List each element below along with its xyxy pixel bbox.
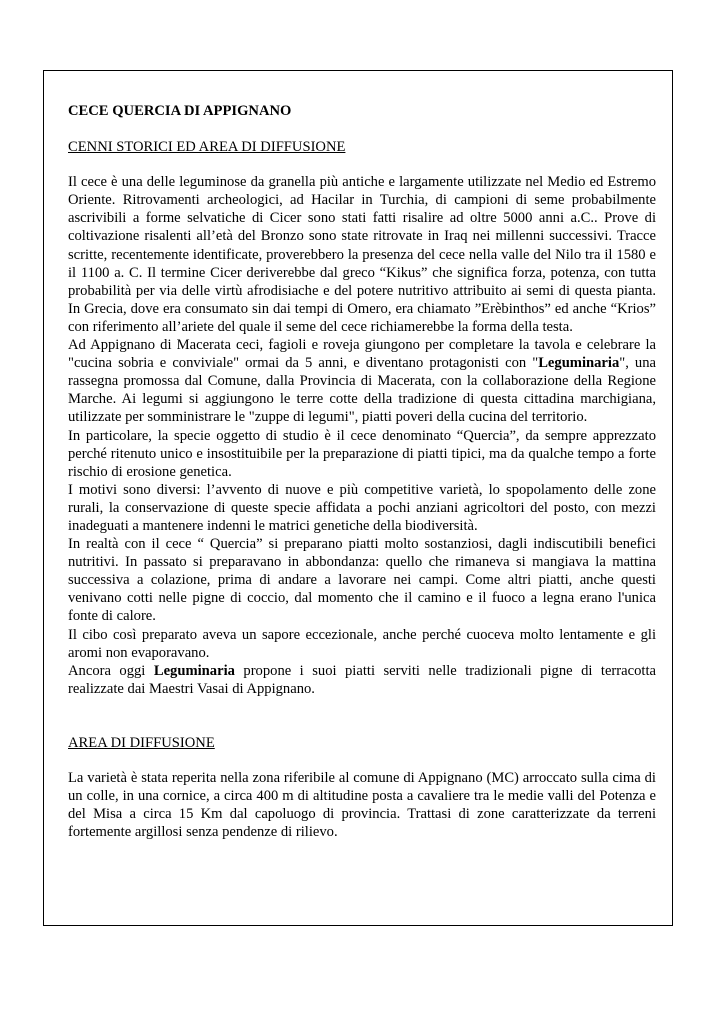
text-run: In particolare, la specie oggetto di studio è il cece denominato “Quercia”, da sempre apprezzato perché ritenuto unico e insostituibile per la preparazione di piatti tipici, ma da qualche tempo a forte rischio di erosione genetica. [68, 427, 656, 480]
text-run: I motivi sono diversi: l’avvento di nuove e più competitive varietà, lo spopolamento delle zone rurali, la conservazione di queste specie affidata a pochi anziani agricoltori del posto, con mezzi inadeguati a mantenere indenni le matrici genetiche della biodiversità. [68, 481, 656, 534]
text-run: Il cibo così preparato aveva un sapore eccezionale, anche perché cuoceva molto lentamente e gli aromi non evaporavano. [68, 626, 656, 661]
text-run: ", una rassegna promossa dal Comune, dalla Provincia di Macerata, con la collaborazione della Regione Marche. Ai legumi si aggiungono le terre cotte della tradizione di questa cittadina marchigiana, utilizzate per somministrare le "zuppe di legumi", piatti poveri della cucina del territorio. [68, 355, 656, 426]
section-heading-history: CENNI STORICI ED AREA DI DIFFUSIONE [68, 139, 346, 156]
text-run: Ancora oggi [68, 662, 154, 679]
document-title: CECE QUERCIA DI APPIGNANO [68, 103, 292, 119]
bold-run: Leguminaria [538, 355, 620, 372]
paragraph [68, 626, 656, 662]
text-run: propone i suoi piatti serviti nelle tradizionali pigne di terracotta realizzate dai Maestri Vasai di Appignano. [68, 662, 656, 697]
paragraph [68, 481, 656, 535]
paragraph [68, 662, 656, 698]
paragraph [68, 535, 656, 625]
document-body [68, 102, 656, 841]
paragraph [68, 336, 656, 426]
text-run: Ad Appignano di Macerata ceci, fagioli e roveja giungono per completare la tavola e celebrare la "cucina sobria e conviviale" ormai da 5 anni, e diventano protagonisti con " [68, 337, 656, 372]
history-paragraphs [68, 173, 656, 698]
section-heading-area: AREA DI DIFFUSIONE [68, 734, 215, 751]
bold-run: Leguminaria [153, 662, 235, 679]
paragraph [68, 173, 656, 336]
paragraph [68, 427, 656, 481]
area-paragraph: La varietà è stata reperita nella zona riferibile al comune di Appignano (MC) arroccato sulla cima di un colle, in una cornice, a circa 400 m di altitudine posta a cavaliere tra le medie valli del Potenza e del Misa a circa 15 Km dal capoluogo di provincia. Trattasi di zone caratterizzate da terreni fortemente argillosi senza pendenze di rilievo. [68, 770, 656, 841]
text-run: Il cece è una delle leguminose da granella più antiche e largamente utilizzate nel Medio ed Estremo Oriente. Ritrovamenti archeologici, ad Hacilar in Turchia, di campioni di seme probabilmente ascrivibili a forme selvatiche di Cicer sono stati fatti risalire ad oltre 5000 anni a.C.. Prove di coltivazione risalenti all’età del Bronzo sono state ritrovate in Iraq nei millenni successivi. Tracce scritte, recentemente identificate, proverebbero la presenza del cece nella valle del Nilo tra il 1580 e il 1100 a. C. Il termine Cicer deriverebbe dal greco “Kikus” che significa forza, potenza, con tutta probabilità per via delle virtù afrodisiache e del potere nutritivo attribuito ai semi di questa pianta. In Grecia, dove era consumato sin dai tempi di Omero, era chiamato ”Erèbinthos” ed anche “Krios” con riferimento all’ariete del quale il seme del cece richiamerebbe la forma della testa. [68, 174, 656, 335]
text-run: In realtà con il cece “ Quercia” si preparano piatti molto sostanziosi, dagli indiscutibili benefici nutritivi. In passato si preparavano in abbondanza: quello che rimaneva si mangiava la mattina successiva a colazione, prima di andare a lavorare nei campi. Come altri piatti, anche questi venivano cotti nelle pigne di coccio, dal momento che il camino e il fuoco a legna erano l'unica fonte di calore. [68, 536, 656, 625]
